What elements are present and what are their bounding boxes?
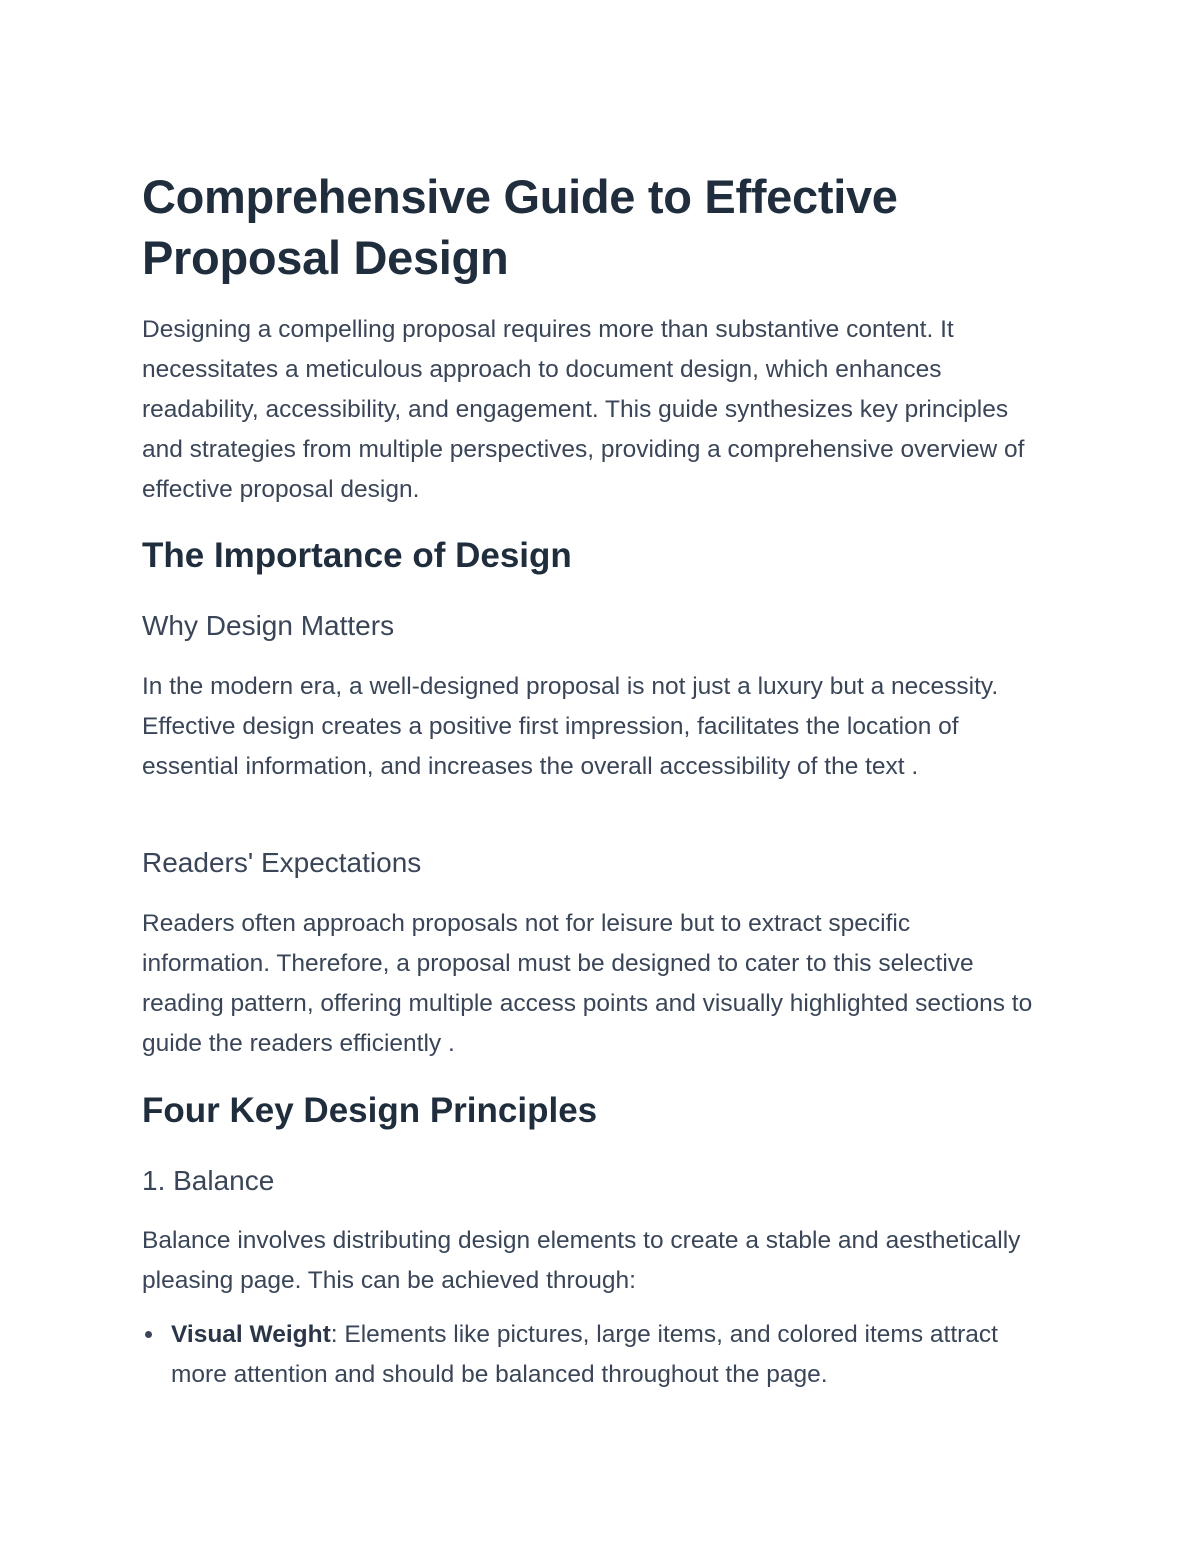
- section-heading-importance-of-design: The Importance of Design: [142, 536, 572, 575]
- paragraph-why-design-matters: In the modern era, a well-designed proposal is not just a luxury but a necessity. Effective design creates a positive first impression, facilitates the location of essential information, and increases the overall accessibility of the text .: [142, 673, 999, 780]
- subsection-heading-why-design-matters: Why Design Matters: [142, 610, 395, 641]
- balance-bullet-list: [142, 1315, 1042, 1395]
- document-title: Comprehensive Guide to Effective Proposal Design: [142, 170, 898, 284]
- bullet-text: : Elements like pictures, large items, and colored items attract more attention and should be balanced throughout the page.: [171, 1321, 998, 1388]
- paragraph-readers-expectations: Readers often approach proposals not for leisure but to extract specific information. Therefore, a proposal must be designed to cater to this selective reading pattern, offering multiple access points and visually highlighted sections to guide the readers efficiently .: [142, 910, 1033, 1057]
- bullet-term: Visual Weight: [171, 1321, 331, 1348]
- paragraph-balance: Balance involves distributing design elements to create a stable and aesthetically pleasing page. This can be achieved through:: [142, 1227, 1021, 1294]
- subsection-heading-balance: 1. Balance: [142, 1165, 275, 1196]
- section-heading-four-key-design-principles: Four Key Design Principles: [142, 1091, 598, 1130]
- bullet-icon: [145, 1331, 152, 1338]
- subsection-heading-readers-expectations: Readers' Expectations: [142, 847, 422, 878]
- intro-paragraph: Designing a compelling proposal requires more than substantive content. It necessitates a meticulous approach to document design, which enhances readability, accessibility, and engagement. This guide synthesizes key principles and strategies from multiple perspectives, providing a comprehensive overview of effective proposal design.: [142, 316, 1025, 503]
- list-item: [142, 1315, 1042, 1395]
